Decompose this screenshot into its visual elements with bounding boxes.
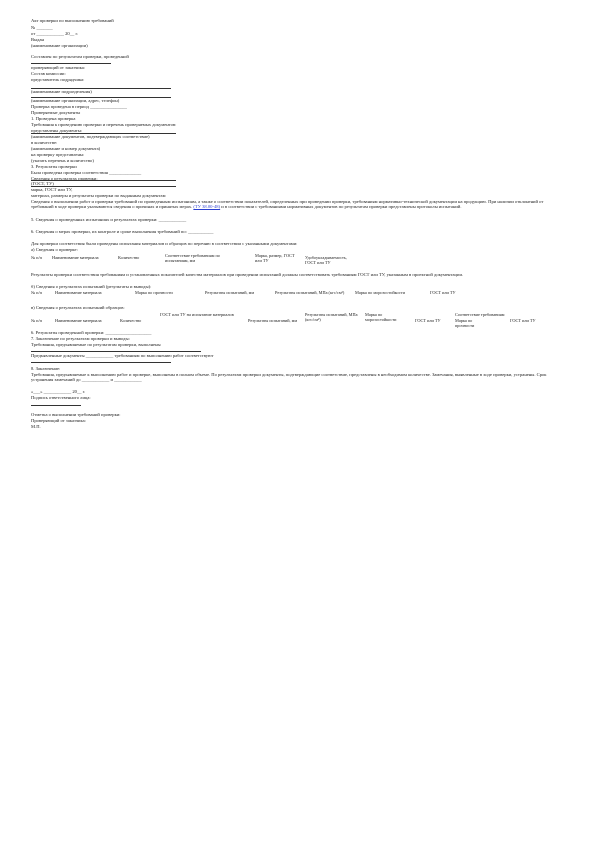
final-paragraph: Требования, предъявляемые к выполнению работ и проверке, выполнены в полном объеме. По результатам проверки документы, подтверждающие соответствие, представлены в необходимом количестве. Замечания, выявленные в ходе проверки, устранены. Срок устранения замечаний до ____________ и ____________	[31, 372, 547, 382]
table-b-header: № п/п	[31, 290, 42, 295]
rule	[31, 362, 171, 363]
checks-line-2: Для проверки соответствия были проведены испытания материалов и образцов по перечню в соответствии с указанными документами:	[31, 241, 298, 246]
intro-line-4: представитель подрядчика:	[31, 77, 85, 82]
final-line-1: 6. Результаты проведенной проверки: ____________________	[31, 330, 152, 335]
final-signature: Подпись ответственного лица:	[31, 395, 91, 400]
intro-line-14: (наименование и номер документа)	[31, 146, 101, 151]
final-date: «___» ____________ 20__ г.	[31, 389, 86, 394]
table-c-header: ГОСТ или ТУ	[510, 318, 536, 323]
table-b-header: Марка по прочности	[135, 290, 173, 295]
intro-line-11: представлены документы:	[31, 128, 83, 133]
req-paragraph	[31, 199, 566, 209]
rule	[31, 63, 111, 64]
intro-line-10: Требования к проведению проверки и перечень проверяемых документов:	[31, 122, 177, 127]
table-c-header: ГОСТ или ТУ	[415, 318, 441, 323]
intro-line-1: Составлен по результатам проверки, проведенной	[31, 54, 129, 59]
table-b-header: Результаты испытаний, МПа (кгс/см²)	[275, 290, 345, 295]
table-a-header: № п/п	[31, 255, 42, 260]
doc-title: Акт проверки по выполнению требований	[31, 18, 114, 23]
table-c-header: Соответствие требованиям	[455, 312, 505, 317]
table-a-header: Соответствие требованиям по испытаниям, мм	[165, 253, 220, 263]
issued-desc: (наименование организации)	[31, 43, 88, 48]
rule	[31, 351, 201, 352]
req-line-1: марка, ГОСТ или ТУ,	[31, 187, 73, 192]
final-line-3: Требования, предъявляемые по результатам проверки, выполнены	[31, 342, 161, 347]
table-c-header: Марка по прочности	[455, 318, 475, 328]
table-c-header: ГОСТ или ТУ на испытание материалов	[160, 312, 234, 317]
intro-line-20: (ГОСТ, ТУ)	[31, 181, 54, 186]
table-c-header: Наименование материала	[55, 318, 102, 323]
req-paragraph-tail: и в соответствии с требованиями нормативных документов по результатам проверки представлены протоколы испытаний.	[221, 204, 462, 209]
intro-line-2: проверяющий от заказчика:	[31, 65, 86, 70]
intro-line-7: Проверка проведена в период ________________	[31, 104, 127, 109]
section-b-paragraph: Результаты проверки соответствия требованиям и установленных показателей качества материалов при проведении испытаний должны соответствовать требованиям ГОСТ или ТУ, указанным в проектной документации.	[31, 272, 464, 277]
rule	[31, 405, 81, 406]
table-a-header: Марка, размер, ГОСТ или ТУ	[255, 253, 295, 263]
checks-line-1: 6. Сведения о мерах проверки, их контроле и сроке выполнения требований по: ___________	[31, 229, 214, 234]
intro-line-18: Была проведена проверка соответствия ______________	[31, 170, 142, 175]
footer-line-2: Проверяющий от заказчика:	[31, 418, 86, 423]
table-c-header: Марка по морозостойкости	[365, 312, 397, 322]
req-paragraph-text: Сведения о выполнении работ и проверки требований по проведенным испытаниям, а также о соответствии показателей, определенных при проведении проверки, требованиям нормативно-технической документации на продукцию. При наличии отклонений от требований в ходе проверки указываются сведения о причинах и принятых мерах.	[31, 199, 544, 209]
intro-line-8: Проверяемые документы	[31, 110, 81, 115]
req-line-3: 5. Сведения о проведенных испытаниях и результатах проверки: ____________	[31, 217, 187, 222]
doc-date: от ____________ 20__ г.	[31, 31, 78, 36]
section-b-line: б) Сведения о результатах испытаний (результаты и выводы):	[31, 284, 152, 289]
doc-number: № _______	[31, 25, 53, 30]
table-a-header: Удобоукладываемость, ГОСТ или ТУ	[305, 255, 347, 265]
intro-line-5: (наименование подразделения)	[31, 89, 92, 94]
table-c-header: Результаты испытаний, мм	[248, 318, 298, 323]
issued-label: Выдан	[31, 37, 44, 42]
final-line-4: Предъявленные документы ____________ требованиям по выполнению работ соответствуют	[31, 353, 214, 358]
table-b-header: ГОСТ или ТУ	[430, 290, 456, 295]
table-b-header: Марка по морозостойкости	[355, 290, 405, 295]
footer-stamp: М.П.	[31, 424, 41, 429]
intro-line-19: Сведения о результатах проверки:	[31, 176, 98, 181]
table-b-header: Результаты испытаний, мм	[205, 290, 255, 295]
final-line-2: 7. Заключение по результатам проверки и выводы:	[31, 336, 130, 341]
req-line-2: материал, размеры и результаты проверки по выданным документам	[31, 193, 166, 198]
intro-line-17: 3. Результаты проверки	[31, 164, 77, 169]
intro-line-9: 1. Проведена проверка	[31, 116, 76, 121]
footer-line-1: Отметка о выполнении требований проверки:	[31, 412, 121, 417]
table-c-header: Результаты испытаний, МПа (кгс/см²)	[305, 312, 358, 322]
checks-line-3: а) Сведения о проверке:	[31, 247, 78, 252]
tu-link[interactable]: (ТУ 38.00-48)	[193, 204, 221, 209]
final-line-5: 8. Заключение:	[31, 366, 61, 371]
intro-line-6: (наименование организации, адрес, телефон)	[31, 98, 120, 103]
intro-line-3: Состав комиссии:	[31, 71, 66, 76]
table-a-header: Наименование материала	[52, 255, 99, 260]
intro-line-15: на проверку представлены:	[31, 152, 85, 157]
table-b-header: Наименование материала	[55, 290, 102, 295]
intro-line-16: (указать перечень и количество)	[31, 158, 94, 163]
intro-line-13: в количестве:	[31, 140, 58, 145]
table-c-header: № п/п	[31, 318, 42, 323]
table-c-header: Количество	[120, 318, 142, 323]
table-a-header: Количество	[118, 255, 140, 260]
section-c-line: в) Сведения о результатах испытаний образцов:	[31, 305, 125, 310]
intro-line-12: (наименование документов, подтверждающих соответствие)	[31, 134, 150, 139]
